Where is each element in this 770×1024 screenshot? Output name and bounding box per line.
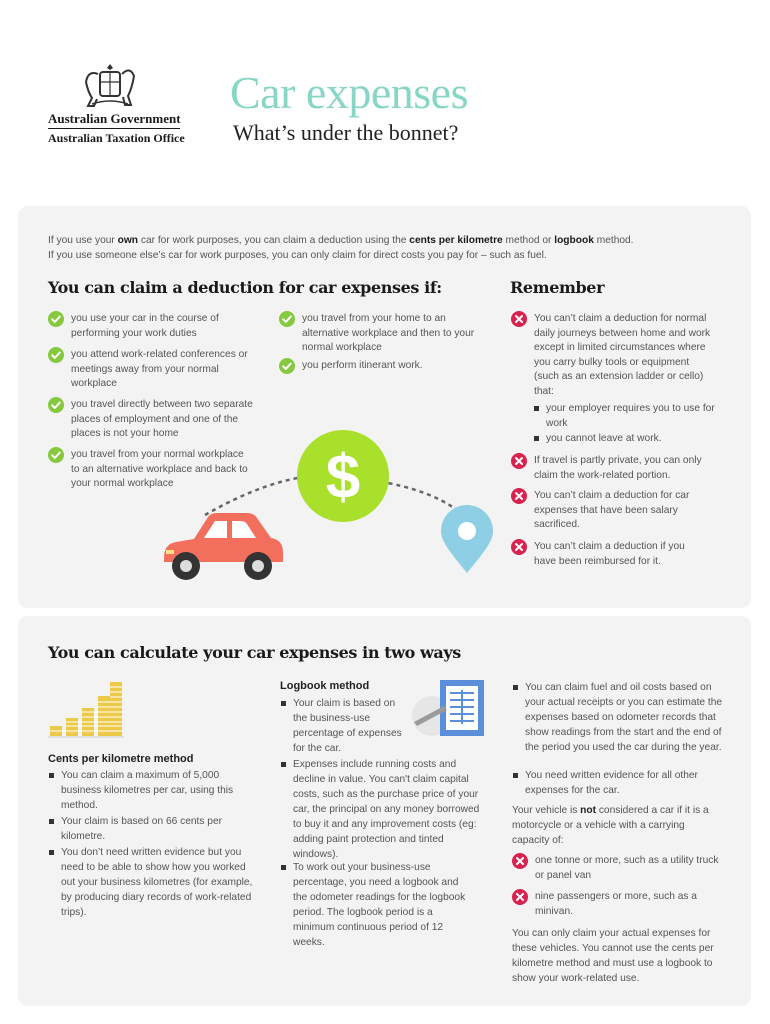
cross-circle-icon (512, 889, 528, 905)
cross-circle-icon (511, 311, 527, 327)
check-circle-icon (48, 397, 64, 413)
check-circle-icon (48, 447, 64, 463)
cross-circle-icon (511, 488, 527, 504)
claim-item: you travel from your normal workplace to an alternative workplace and back to your normal workplace (71, 448, 251, 492)
cross-circle-icon (511, 453, 527, 469)
claim-item: you use your car in the course of performing your work duties (71, 312, 251, 341)
header-divider (48, 128, 180, 129)
check-circle-icon (279, 311, 295, 327)
logbook-heading: Logbook method (280, 680, 370, 692)
vehicle-exclusion: nine passengers or more, such as a minivan. (535, 890, 715, 919)
logbook-item: Your claim is based on the business-use percentage of expenses for the car. (293, 696, 408, 756)
cents-item: You don’t need written evidence but you need to be able to show how you worked out your business kilometres (for example, by producing diary records of work-related trips). (61, 845, 259, 920)
vehicle-exclusion: one tonne or more, such as a utility truck or panel van (535, 854, 720, 883)
agency-name: Australian Taxation Office (48, 131, 185, 145)
remember-item: You can’t claim a deduction if you have been reimbursed for it. (534, 540, 709, 569)
bullet-square (49, 773, 54, 778)
svg-text:$: $ (325, 443, 361, 512)
government-name: Australian Government (48, 111, 181, 126)
calc-heading: You can calculate your car expenses in two ways (48, 643, 461, 662)
bullet-square (281, 762, 286, 767)
right-item: You can claim fuel and oil costs based on your actual receipts or you can estimate the expenses based on odometer records that show readings from the start and the end of the period you used the car during the year. (525, 680, 725, 755)
claim-item: you perform itinerant work. (302, 359, 477, 374)
remember-heading: Remember (510, 278, 605, 297)
cents-item: You can claim a maximum of 5,000 business kilometres per car, using this method. (61, 768, 251, 813)
remember-subitem: you cannot leave at work. (546, 431, 716, 446)
dollar-coin-icon (295, 428, 391, 524)
bullet-square (49, 850, 54, 855)
vehicle-definition: Your vehicle is not considered a car if it is a motorcycle or a vehicle with a carrying capacity of: (512, 805, 709, 846)
closing-note: You can only claim your actual expenses for these vehicles. You cannot use the cents per kilometre method and must use a logbook to show your work-related use. (512, 928, 714, 984)
bullet-square (281, 865, 286, 870)
logbook-item: Expenses include running costs and decline in value. You can't claim capital costs, such as the purchase price of your car, the principal on any money borrowed to buy it and any improvement costs (eg: adding paint protection and tinted windows). (293, 757, 485, 862)
remember-item: You can’t claim a deduction for normal daily journeys between home and work except in limited circumstances where you carry bulky tools or equipment (such as an extension ladder or cello) that: (534, 312, 714, 400)
coin-stacks-icon (48, 680, 124, 738)
bullet-square (513, 685, 518, 690)
claim-heading: You can claim a deduction for car expenses if: (48, 278, 442, 297)
logbook-item: To work out your business-use percentage, you need a logbook and the odometer readings for the logbook period. The logbook period is a minimum continuous period of 12 weeks. (293, 860, 475, 950)
page-title: Car expenses (230, 67, 468, 118)
check-circle-icon (48, 311, 64, 327)
bullet-square (281, 701, 286, 706)
coat-of-arms-icon (78, 60, 142, 108)
claim-item: you travel directly between two separate places of employment and one of the places is not your home (71, 398, 261, 442)
car-icon (158, 510, 286, 582)
remember-subitem: your employer requires you to use for work (546, 401, 716, 431)
right-item: You need written evidence for all other expenses for the car. (525, 768, 715, 798)
claim-item: you travel from your home to an alternative workplace and then to your normal workplace (302, 312, 477, 356)
cents-heading: Cents per kilometre method (48, 753, 194, 765)
page-subtitle: What’s under the bonnet? (233, 120, 459, 145)
remember-item: You can’t claim a deduction for car expenses that have been salary sacrificed. (534, 489, 704, 533)
logbook-pen-icon (410, 676, 490, 740)
bullet-square (534, 406, 539, 411)
cents-item: Your claim is based on 66 cents per kilometre. (61, 814, 251, 844)
check-circle-icon (279, 358, 295, 374)
remember-item: If travel is partly private, you can only claim the work-related portion. (534, 454, 719, 483)
cross-circle-icon (512, 853, 528, 869)
bullet-square (513, 773, 518, 778)
claim-item: you attend work-related conferences or meetings away from your normal workplace (71, 348, 261, 392)
bullet-square (534, 436, 539, 441)
intro-text: If you use your own car for work purposes, you can claim a deduction using the cents per kilometre method or logbook method. If you use someone else’s car for work purposes, you can only claim for direct costs you pay for – such as fuel. (48, 235, 634, 261)
check-circle-icon (48, 347, 64, 363)
cross-circle-icon (511, 539, 527, 555)
bullet-square (49, 819, 54, 824)
location-pin-icon (439, 505, 495, 575)
